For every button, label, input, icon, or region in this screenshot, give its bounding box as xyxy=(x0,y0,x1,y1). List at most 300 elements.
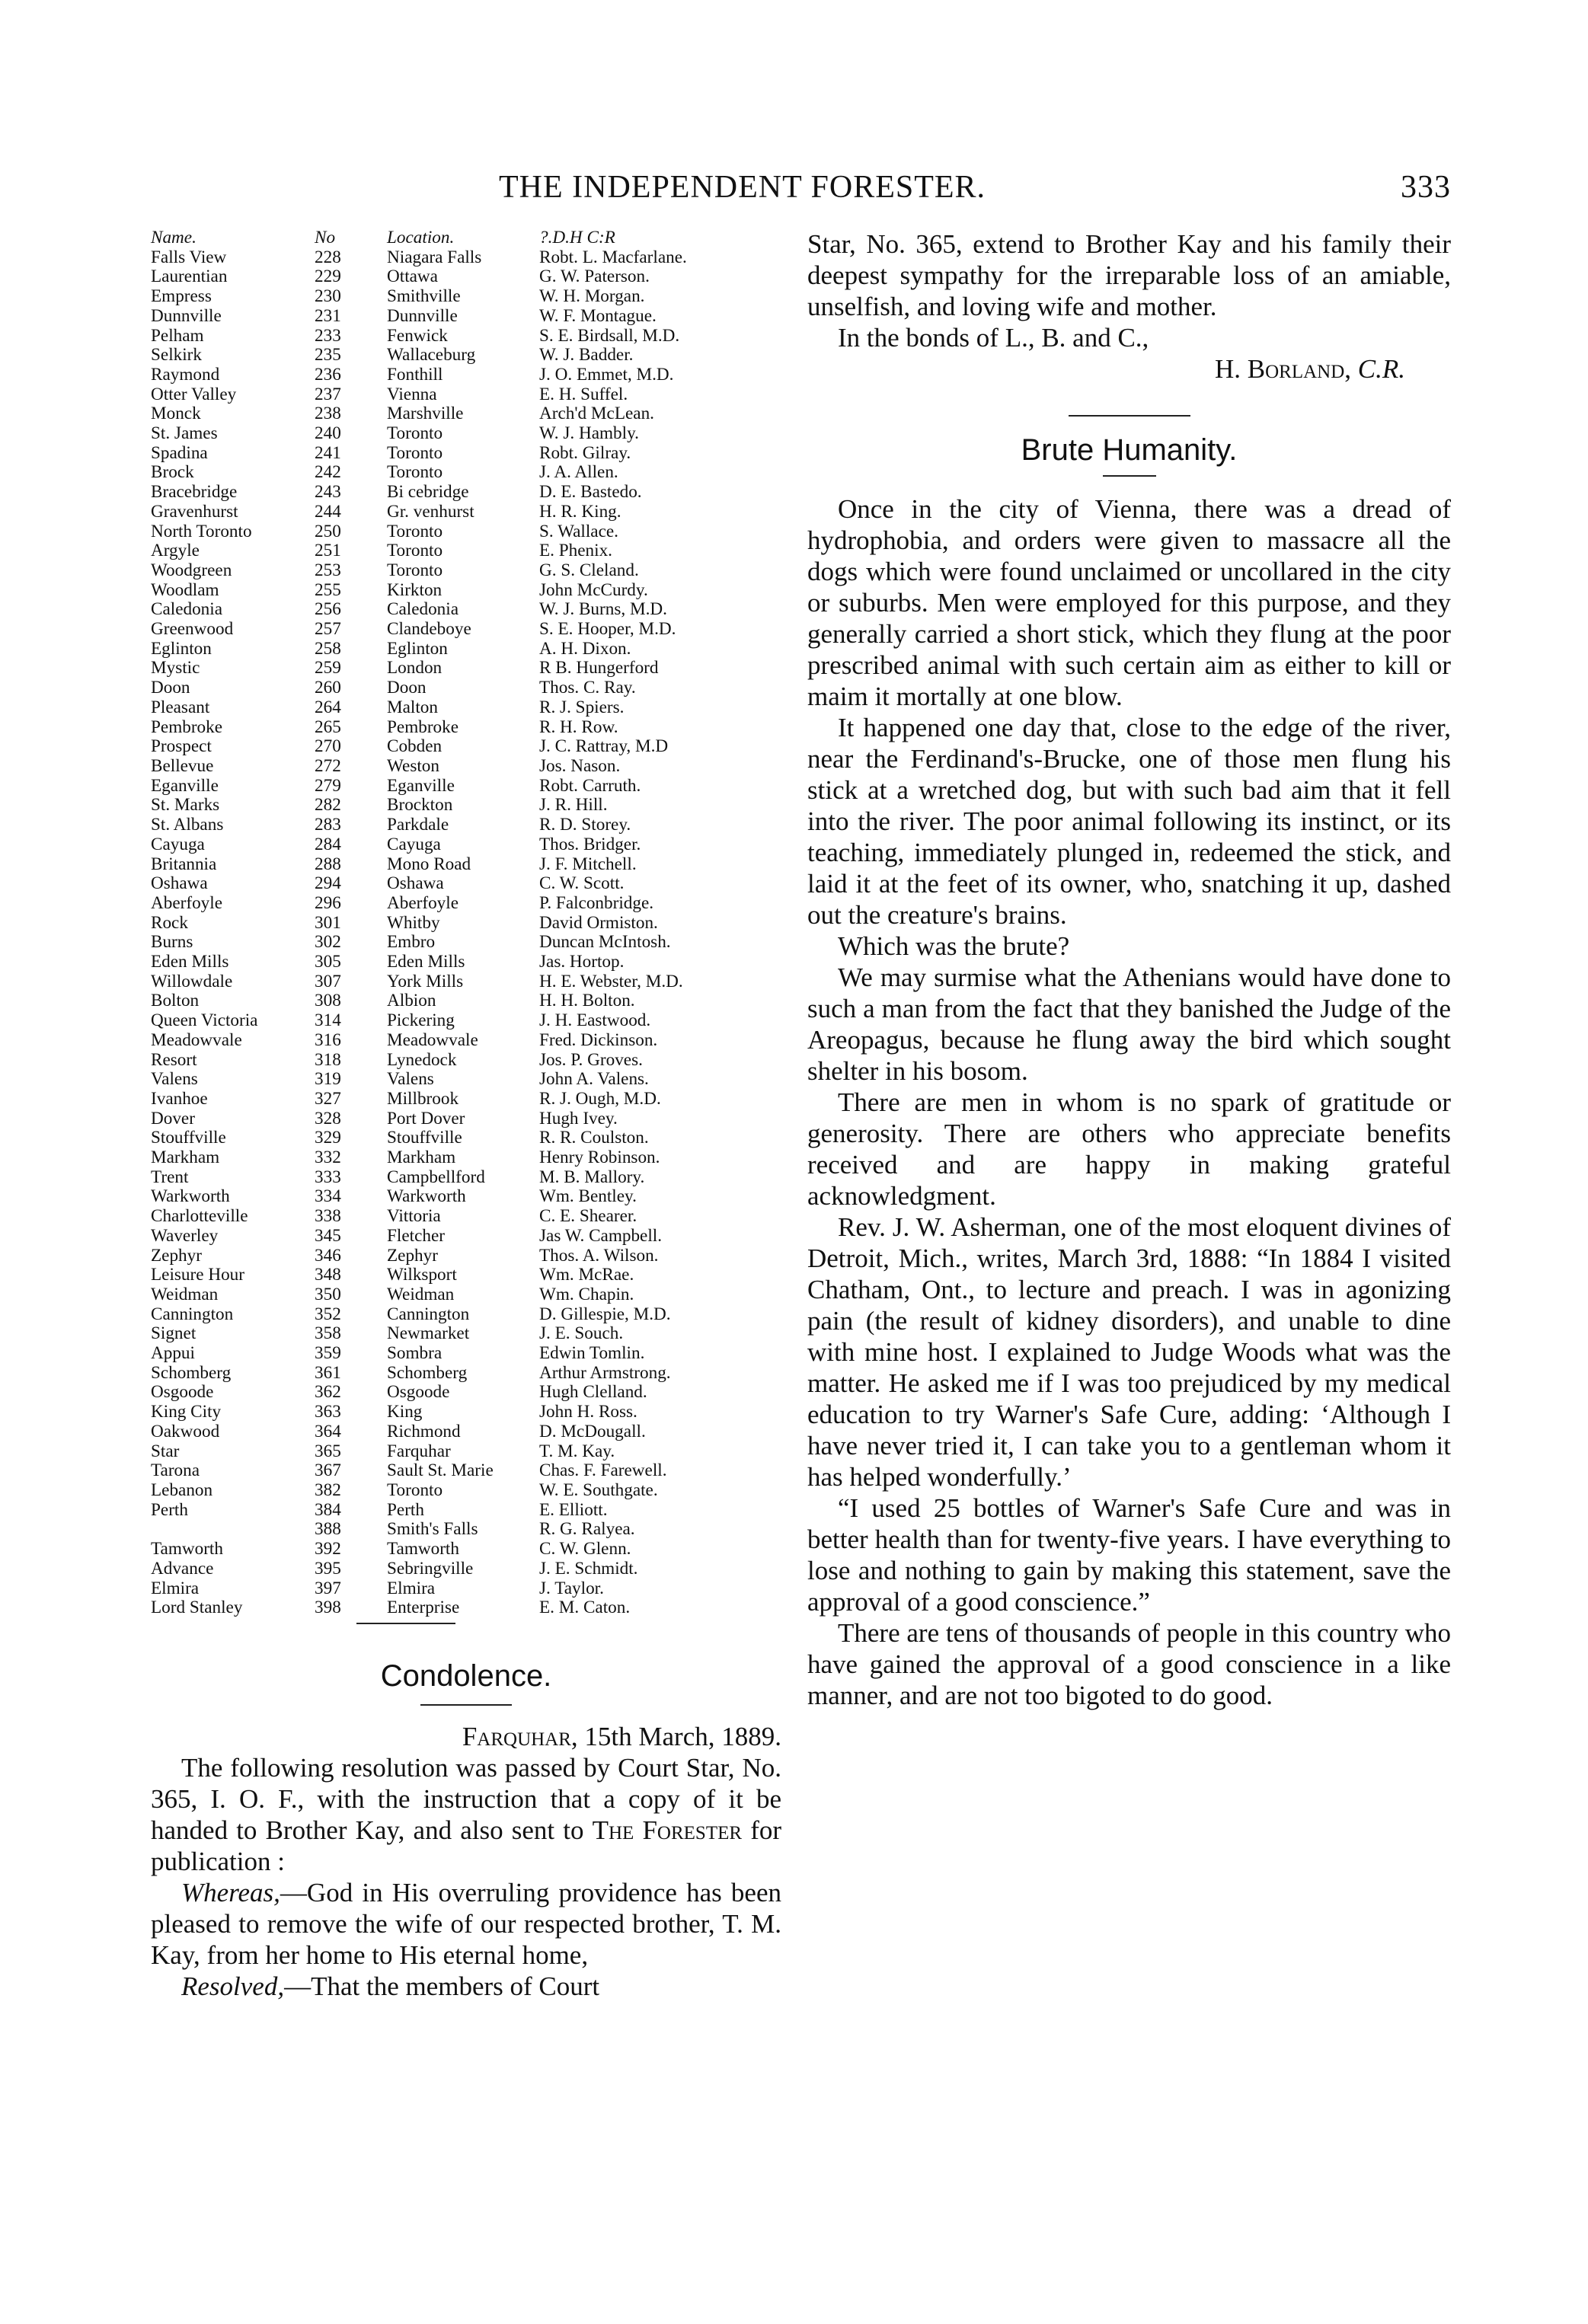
table-row xyxy=(151,1285,774,1305)
court-location: Fenwick xyxy=(387,326,448,346)
court-name: Charlotteville xyxy=(151,1207,248,1227)
court-location: London xyxy=(387,659,443,678)
table-row xyxy=(151,327,774,346)
court-name: Bracebridge xyxy=(151,483,238,503)
court-chief-ranger: Jas W. Campbell. xyxy=(539,1226,663,1246)
court-number: 258 xyxy=(315,639,341,659)
court-number: 367 xyxy=(315,1461,341,1481)
condolence-text: for publication : xyxy=(151,1815,782,1876)
court-name: Woodgreen xyxy=(151,560,232,580)
continued-paragraph: Star, No. 365, extend to Brother Kay and his family their deepest sympathy for the irreparable loss of an amiable, unselfish, and loving wife and mother. xyxy=(807,229,1451,321)
court-chief-ranger: S. Wallace. xyxy=(539,522,618,541)
closing-line: In the bonds of L., B. and C., xyxy=(838,323,1149,353)
court-chief-ranger: John A. Valens. xyxy=(539,1070,649,1090)
court-chief-ranger: John H. Ross. xyxy=(539,1403,637,1422)
court-name: Greenwood xyxy=(151,620,234,640)
table-row xyxy=(151,678,774,698)
court-chief-ranger: D. E. Bastedo. xyxy=(539,483,642,503)
court-chief-ranger: J. E. Souch. xyxy=(539,1324,624,1344)
court-chief-ranger: C. E. Shearer. xyxy=(539,1207,637,1227)
court-chief-ranger: Wm. Bentley. xyxy=(539,1187,637,1207)
table-row xyxy=(151,718,774,738)
table-row xyxy=(151,835,774,855)
court-number: 314 xyxy=(315,1011,341,1031)
court-name: St. Albans xyxy=(151,816,224,835)
brute-paragraph: There are men in whom is no spark of gratitude or generosity. There are others who appreciate benefits received and are happy in making grateful acknowledgment. xyxy=(807,1087,1451,1211)
court-number: 382 xyxy=(315,1481,341,1500)
court-number: 363 xyxy=(315,1403,341,1422)
court-chief-ranger: H. E. Webster, M.D. xyxy=(539,972,683,991)
court-number: 229 xyxy=(315,267,341,287)
table-row xyxy=(151,1461,774,1481)
table-row xyxy=(151,600,774,620)
table-row xyxy=(151,287,774,307)
court-location: Enterprise xyxy=(387,1598,460,1618)
brute-paragraph: We may surmise what the Athenians would have done to such a man from the fact that they banished the Judge of the Areopagus, because he flung away the bird which sought shelter in his bosom. xyxy=(807,962,1451,1086)
table-row xyxy=(151,640,774,659)
court-number: 328 xyxy=(315,1109,341,1128)
court-location: Parkdale xyxy=(387,816,449,835)
court-chief-ranger: J. R. Hill. xyxy=(539,796,608,816)
court-location: Pickering xyxy=(387,1011,455,1031)
condolence-dateline xyxy=(151,1721,781,1752)
court-name: Pembroke xyxy=(151,717,223,737)
court-location: Fonthill xyxy=(387,365,443,385)
court-number: 235 xyxy=(315,346,341,366)
col-header-location: Location. xyxy=(387,228,455,247)
court-chief-ranger: Hugh Clelland. xyxy=(539,1383,647,1403)
court-name: Brock xyxy=(151,463,194,483)
court-location: Markham xyxy=(387,1148,456,1168)
court-number: 346 xyxy=(315,1246,341,1266)
table-row xyxy=(151,1051,774,1071)
court-number: 231 xyxy=(315,306,341,326)
court-chief-ranger: Chas. F. Farewell. xyxy=(539,1461,667,1481)
court-name: Burns xyxy=(151,933,193,953)
right-column xyxy=(807,228,1451,1711)
journal-title: THE INDEPENDENT FORESTER. xyxy=(499,170,986,205)
court-chief-ranger: Wm. Chapin. xyxy=(539,1285,634,1304)
dateline-date: 15th March, 1889. xyxy=(584,1721,781,1751)
court-name: Bellevue xyxy=(151,756,214,776)
table-row xyxy=(151,366,774,385)
court-location: Embro xyxy=(387,933,436,953)
court-location: Smithville xyxy=(387,287,461,307)
court-chief-ranger: Jos. Nason. xyxy=(539,756,621,776)
court-name: Elmira xyxy=(151,1579,200,1598)
court-location: Elmira xyxy=(387,1579,436,1598)
court-location: Aberfoyle xyxy=(387,893,459,913)
table-row xyxy=(151,1109,774,1129)
condolence-continued xyxy=(807,228,1451,322)
court-name: Resort xyxy=(151,1050,197,1070)
court-location: Millbrook xyxy=(387,1089,459,1109)
court-location: Mono Road xyxy=(387,854,471,874)
court-chief-ranger: M. B. Mallory. xyxy=(539,1167,645,1187)
table-row xyxy=(151,874,774,894)
court-location: Weidman xyxy=(387,1285,455,1304)
court-name: Pleasant xyxy=(151,698,210,717)
court-chief-ranger: W. H. Morgan. xyxy=(539,287,645,307)
court-name: Mystic xyxy=(151,659,200,678)
court-chief-ranger: J. H. Eastwood. xyxy=(539,1011,651,1031)
court-name: Lord Stanley xyxy=(151,1598,243,1618)
court-name: Britannia xyxy=(151,854,217,874)
col-header-cr: ?.D.H C:R xyxy=(539,228,615,247)
whereas-text: —God in His overruling providence has been pleased to remove the wife of our respected brother, T. M. Kay, from her home to His eternal home, xyxy=(151,1877,781,1970)
court-number: 359 xyxy=(315,1344,341,1364)
table-row xyxy=(151,404,774,424)
court-location: Toronto xyxy=(387,443,443,463)
court-name: Oshawa xyxy=(151,874,208,894)
court-number: 256 xyxy=(315,600,341,620)
court-location: Vienna xyxy=(387,385,437,404)
court-location: Eganville xyxy=(387,776,455,796)
court-chief-ranger: R. R. Coulston. xyxy=(539,1128,649,1148)
table-row xyxy=(151,561,774,581)
court-location: Newmarket xyxy=(387,1324,470,1344)
resolved-text: —That the members of Court xyxy=(284,1971,600,2001)
court-number: 283 xyxy=(315,816,341,835)
court-name: King City xyxy=(151,1403,222,1422)
court-number: 238 xyxy=(315,404,341,424)
court-name: Markham xyxy=(151,1148,220,1168)
brute-paragraph: It happened one day that, close to the edge of the river, near the Ferdinand's-Brucke, one of those men flung his stick at a wretched dog, but with such bad aim that it fell into the river. The poor animal following its instinct, or its teaching, immediately plunged in, redeemed the stick, and laid it at the feet of its owner, who, snatching it up, dashed out the creature's brains. xyxy=(807,713,1451,930)
condolence-text: The following resolution was passed by Court Star, No. 365, I. O. F., with the instruction that a copy of it be handed to Brother Kay, and also sent to xyxy=(151,1752,781,1845)
court-name: Valens xyxy=(151,1070,198,1090)
court-name: Stouffville xyxy=(151,1128,226,1148)
court-chief-ranger: D. Gillespie, M.D. xyxy=(539,1304,671,1324)
signature-name: H. Borland, xyxy=(1214,354,1352,384)
whereas-label: Whereas, xyxy=(181,1877,280,1907)
table-row xyxy=(151,1383,774,1403)
court-chief-ranger: C. W. Glenn. xyxy=(539,1540,631,1559)
court-chief-ranger: David Ormiston. xyxy=(539,913,658,933)
court-chief-ranger: D. McDougall. xyxy=(539,1422,646,1441)
table-row xyxy=(151,1207,774,1227)
court-chief-ranger: Jos. P. Groves. xyxy=(539,1050,643,1070)
court-location: Wallaceburg xyxy=(387,346,476,366)
table-row xyxy=(151,737,774,757)
court-number: 259 xyxy=(315,659,341,678)
condolence-title-rule xyxy=(420,1704,512,1706)
court-number: 395 xyxy=(315,1559,341,1579)
court-location: Kirkton xyxy=(387,580,443,600)
court-location: Oshawa xyxy=(387,874,444,894)
court-location: Doon xyxy=(387,678,427,698)
court-number: 255 xyxy=(315,580,341,600)
table-row xyxy=(151,796,774,816)
table-row xyxy=(151,1266,774,1285)
court-location: Caledonia xyxy=(387,600,459,620)
table-row xyxy=(151,1344,774,1364)
table-row xyxy=(151,346,774,366)
court-location: Cobden xyxy=(387,737,443,757)
court-number: 241 xyxy=(315,443,341,463)
col-header-no: No xyxy=(315,228,336,247)
court-location: Meadowvale xyxy=(387,1030,478,1050)
court-table-body xyxy=(151,248,774,1618)
table-row xyxy=(151,1227,774,1247)
court-chief-ranger: S. E. Birdsall, M.D. xyxy=(539,326,680,346)
court-number: 284 xyxy=(315,835,341,854)
table-row xyxy=(151,1481,774,1501)
table-row xyxy=(151,444,774,464)
court-location: Whitby xyxy=(387,913,440,933)
court-location: Smith's Falls xyxy=(387,1520,478,1540)
brute-paragraph: Rev. J. W. Asherman, one of the most eloquent divines of Detroit, Mich., writes, March 3rd, 1888: “In 1884 I visited Chatham, Ont., to lecture and preach. I was in agonizing pain (the result of kidney disorders), and unable to dine with mine host. I explained to Judge Woods what was the matter. He asked me if I was too prejudiced by my medical education to try Warner's Safe Cure, adding: ‘Although I have never tried it, I can take you to a gentleman whom it has helped wonderfully.’ xyxy=(807,1212,1451,1492)
court-chief-ranger: Robt. L. Macfarlane. xyxy=(539,247,687,267)
court-location: Sombra xyxy=(387,1344,443,1364)
court-number: 338 xyxy=(315,1207,341,1227)
brute-humanity-title: Brute Humanity. xyxy=(1021,433,1238,467)
table-row xyxy=(151,757,774,777)
court-location: Stouffville xyxy=(387,1128,462,1148)
table-row xyxy=(151,463,774,483)
table-row xyxy=(151,385,774,405)
court-name: Woodlam xyxy=(151,580,219,600)
table-row xyxy=(151,1403,774,1422)
court-location: Toronto xyxy=(387,1481,443,1500)
court-number: 348 xyxy=(315,1266,341,1285)
court-name: Weidman xyxy=(151,1285,219,1304)
table-row xyxy=(151,1442,774,1462)
court-number: 243 xyxy=(315,483,341,503)
court-location: Richmond xyxy=(387,1422,461,1441)
table-row xyxy=(151,1148,774,1168)
table-row xyxy=(151,1364,774,1384)
court-chief-ranger: Robt. Gilray. xyxy=(539,443,631,463)
court-number: 307 xyxy=(315,972,341,991)
court-name: Leisure Hour xyxy=(151,1266,244,1285)
court-chief-ranger: Thos. C. Ray. xyxy=(539,678,636,698)
court-table-header xyxy=(151,228,774,248)
resolved-paragraph xyxy=(151,1971,781,2002)
court-location: Albion xyxy=(387,991,436,1011)
court-name: Star xyxy=(151,1441,180,1461)
court-chief-ranger: John McCurdy. xyxy=(539,580,648,600)
court-location: Bi cebridge xyxy=(387,483,469,503)
condolence-paragraph xyxy=(151,1752,781,1877)
court-name: Appui xyxy=(151,1344,195,1364)
court-number: 350 xyxy=(315,1285,341,1304)
page-number: 333 xyxy=(1401,170,1451,205)
court-chief-ranger: W. F. Montague. xyxy=(539,306,657,326)
court-number: 318 xyxy=(315,1050,341,1070)
court-name xyxy=(151,1520,315,1540)
court-location: Toronto xyxy=(387,522,443,541)
court-chief-ranger: J. A. Allen. xyxy=(539,463,618,483)
court-chief-ranger: E. Phenix. xyxy=(539,541,612,561)
court-number: 279 xyxy=(315,776,341,796)
table-row xyxy=(151,1011,774,1031)
court-number: 362 xyxy=(315,1383,341,1403)
court-location: Sebringville xyxy=(387,1559,474,1579)
table-row xyxy=(151,953,774,972)
court-number: 334 xyxy=(315,1187,341,1207)
court-number: 327 xyxy=(315,1089,341,1109)
court-chief-ranger: R. G. Ralyea. xyxy=(539,1520,635,1540)
table-row xyxy=(151,972,774,992)
court-number: 361 xyxy=(315,1363,341,1383)
court-name: Dunnville xyxy=(151,306,222,326)
court-chief-ranger: J. C. Rattray, M.D xyxy=(539,737,669,757)
court-name: Zephyr xyxy=(151,1246,202,1266)
court-chief-ranger: R. D. Storey. xyxy=(539,816,631,835)
court-name: Lebanon xyxy=(151,1481,213,1500)
court-number: 272 xyxy=(315,756,341,776)
court-number: 253 xyxy=(315,560,341,580)
table-row xyxy=(151,267,774,287)
court-location: Farquhar xyxy=(387,1441,451,1461)
court-chief-ranger: Hugh Ivey. xyxy=(539,1109,618,1128)
court-chief-ranger: G. W. Paterson. xyxy=(539,267,650,287)
table-row xyxy=(151,894,774,914)
court-chief-ranger: A. H. Dixon. xyxy=(539,639,631,659)
court-chief-ranger: Thos. Bridger. xyxy=(539,835,641,854)
col-header-name: Name. xyxy=(151,228,197,247)
table-row xyxy=(151,1422,774,1442)
brute-paragraph: There are tens of thousands of people in this country who have gained the approval of a good conscience in a like manner, and are not too bigoted to do good. xyxy=(807,1618,1451,1710)
table-row xyxy=(151,933,774,953)
court-chief-ranger: J. Taylor. xyxy=(539,1579,604,1598)
court-chief-ranger: Fred. Dickinson. xyxy=(539,1030,658,1050)
court-name: Monck xyxy=(151,404,201,424)
table-row xyxy=(151,503,774,522)
court-number: 228 xyxy=(315,247,341,267)
court-number: 242 xyxy=(315,463,341,483)
table-row xyxy=(151,991,774,1011)
court-location: Tamworth xyxy=(387,1540,459,1559)
table-row xyxy=(151,914,774,934)
court-number: 244 xyxy=(315,502,341,522)
court-chief-ranger: W. J. Badder. xyxy=(539,346,634,366)
court-number: 388 xyxy=(315,1520,341,1540)
court-chief-ranger: E. M. Caton. xyxy=(539,1598,631,1618)
court-name: Trent xyxy=(151,1167,189,1187)
court-location: King xyxy=(387,1403,423,1422)
court-name: Otter Valley xyxy=(151,385,237,404)
court-name: Selkirk xyxy=(151,346,202,366)
dateline-place: Farquhar, xyxy=(462,1721,578,1751)
court-name: Pelham xyxy=(151,326,204,346)
table-row xyxy=(151,424,774,444)
court-chief-ranger: W. E. Southgate. xyxy=(539,1481,658,1500)
court-location: Marshville xyxy=(387,404,464,424)
court-number: 308 xyxy=(315,991,341,1011)
resolved-label: Resolved, xyxy=(181,1971,285,2001)
court-number: 364 xyxy=(315,1422,341,1441)
court-name: Queen Victoria xyxy=(151,1011,258,1031)
court-name: Signet xyxy=(151,1324,197,1344)
court-chief-ranger: H. H. Bolton. xyxy=(539,991,635,1011)
court-number: 392 xyxy=(315,1540,341,1559)
court-number: 270 xyxy=(315,737,341,757)
court-name: Perth xyxy=(151,1500,188,1520)
table-row xyxy=(151,307,774,327)
court-name: Falls View xyxy=(151,247,227,267)
court-name: Bolton xyxy=(151,991,200,1011)
court-number: 329 xyxy=(315,1128,341,1148)
table-row xyxy=(151,1187,774,1207)
court-chief-ranger: J. E. Schmidt. xyxy=(539,1559,638,1579)
court-number: 230 xyxy=(315,287,341,307)
court-number: 365 xyxy=(315,1441,341,1461)
court-name: Empress xyxy=(151,287,212,307)
brute-paragraph: “I used 25 bottles of Warner's Safe Cure and was in better health than for twenty-five years. I have everything to lose and nothing to gain by making this statement, save the approval of a good conscience.” xyxy=(807,1493,1451,1617)
court-location: Toronto xyxy=(387,424,443,444)
court-location: Cayuga xyxy=(387,835,441,854)
court-name: Oakwood xyxy=(151,1422,220,1441)
left-column xyxy=(151,228,781,2002)
table-row xyxy=(151,483,774,503)
court-name: Caledonia xyxy=(151,600,223,620)
court-number: 236 xyxy=(315,365,341,385)
court-name: Meadowvale xyxy=(151,1030,242,1050)
court-location: Weston xyxy=(387,756,439,776)
court-location: Cannington xyxy=(387,1304,470,1324)
court-chief-ranger: Arch'd McLean. xyxy=(539,404,654,424)
court-number: 398 xyxy=(315,1598,341,1618)
court-name: Rock xyxy=(151,913,188,933)
court-location: Ottawa xyxy=(387,267,438,287)
court-location: Eden Mills xyxy=(387,953,465,972)
court-name: North Toronto xyxy=(151,522,252,541)
section-divider xyxy=(1069,415,1190,417)
court-location: Dunnville xyxy=(387,306,458,326)
court-number: 282 xyxy=(315,796,341,816)
court-chief-ranger: Duncan McIntosh. xyxy=(539,933,671,953)
table-row xyxy=(151,1559,774,1579)
court-location: Schomberg xyxy=(387,1363,468,1383)
table-row xyxy=(151,1031,774,1051)
court-number: 319 xyxy=(315,1070,341,1090)
court-name: Cannington xyxy=(151,1304,234,1324)
court-number: 333 xyxy=(315,1167,341,1187)
court-name: Dover xyxy=(151,1109,195,1128)
court-chief-ranger: P. Falconbridge. xyxy=(539,893,654,913)
court-name: Prospect xyxy=(151,737,212,757)
court-location: Lynedock xyxy=(387,1050,457,1070)
court-chief-ranger: Arthur Armstrong. xyxy=(539,1363,671,1383)
table-row xyxy=(151,1305,774,1325)
court-location: Fletcher xyxy=(387,1226,445,1246)
table-row xyxy=(151,1579,774,1599)
court-chief-ranger: J. O. Emmet, M.D. xyxy=(539,365,674,385)
court-chief-ranger: Jas. Hortop. xyxy=(539,953,625,972)
court-name: Raymond xyxy=(151,365,220,385)
court-number: 316 xyxy=(315,1030,341,1050)
court-number: 352 xyxy=(315,1304,341,1324)
court-location: Malton xyxy=(387,698,438,717)
court-number: 397 xyxy=(315,1579,341,1598)
court-location: Eglinton xyxy=(387,639,448,659)
brute-title-rule xyxy=(1103,475,1156,477)
court-location: Perth xyxy=(387,1500,424,1520)
court-number: 260 xyxy=(315,678,341,698)
court-name: St. James xyxy=(151,424,218,444)
table-row xyxy=(151,1324,774,1344)
court-number: 250 xyxy=(315,522,341,541)
court-location: Wilksport xyxy=(387,1266,457,1285)
court-name: Tarona xyxy=(151,1461,200,1481)
court-location: Zephyr xyxy=(387,1246,438,1266)
court-name: Willowdale xyxy=(151,972,233,991)
table-row xyxy=(151,522,774,542)
court-chief-ranger: E. H. Suffel. xyxy=(539,385,628,404)
court-name: Laurentian xyxy=(151,267,228,287)
court-location: Toronto xyxy=(387,463,443,483)
